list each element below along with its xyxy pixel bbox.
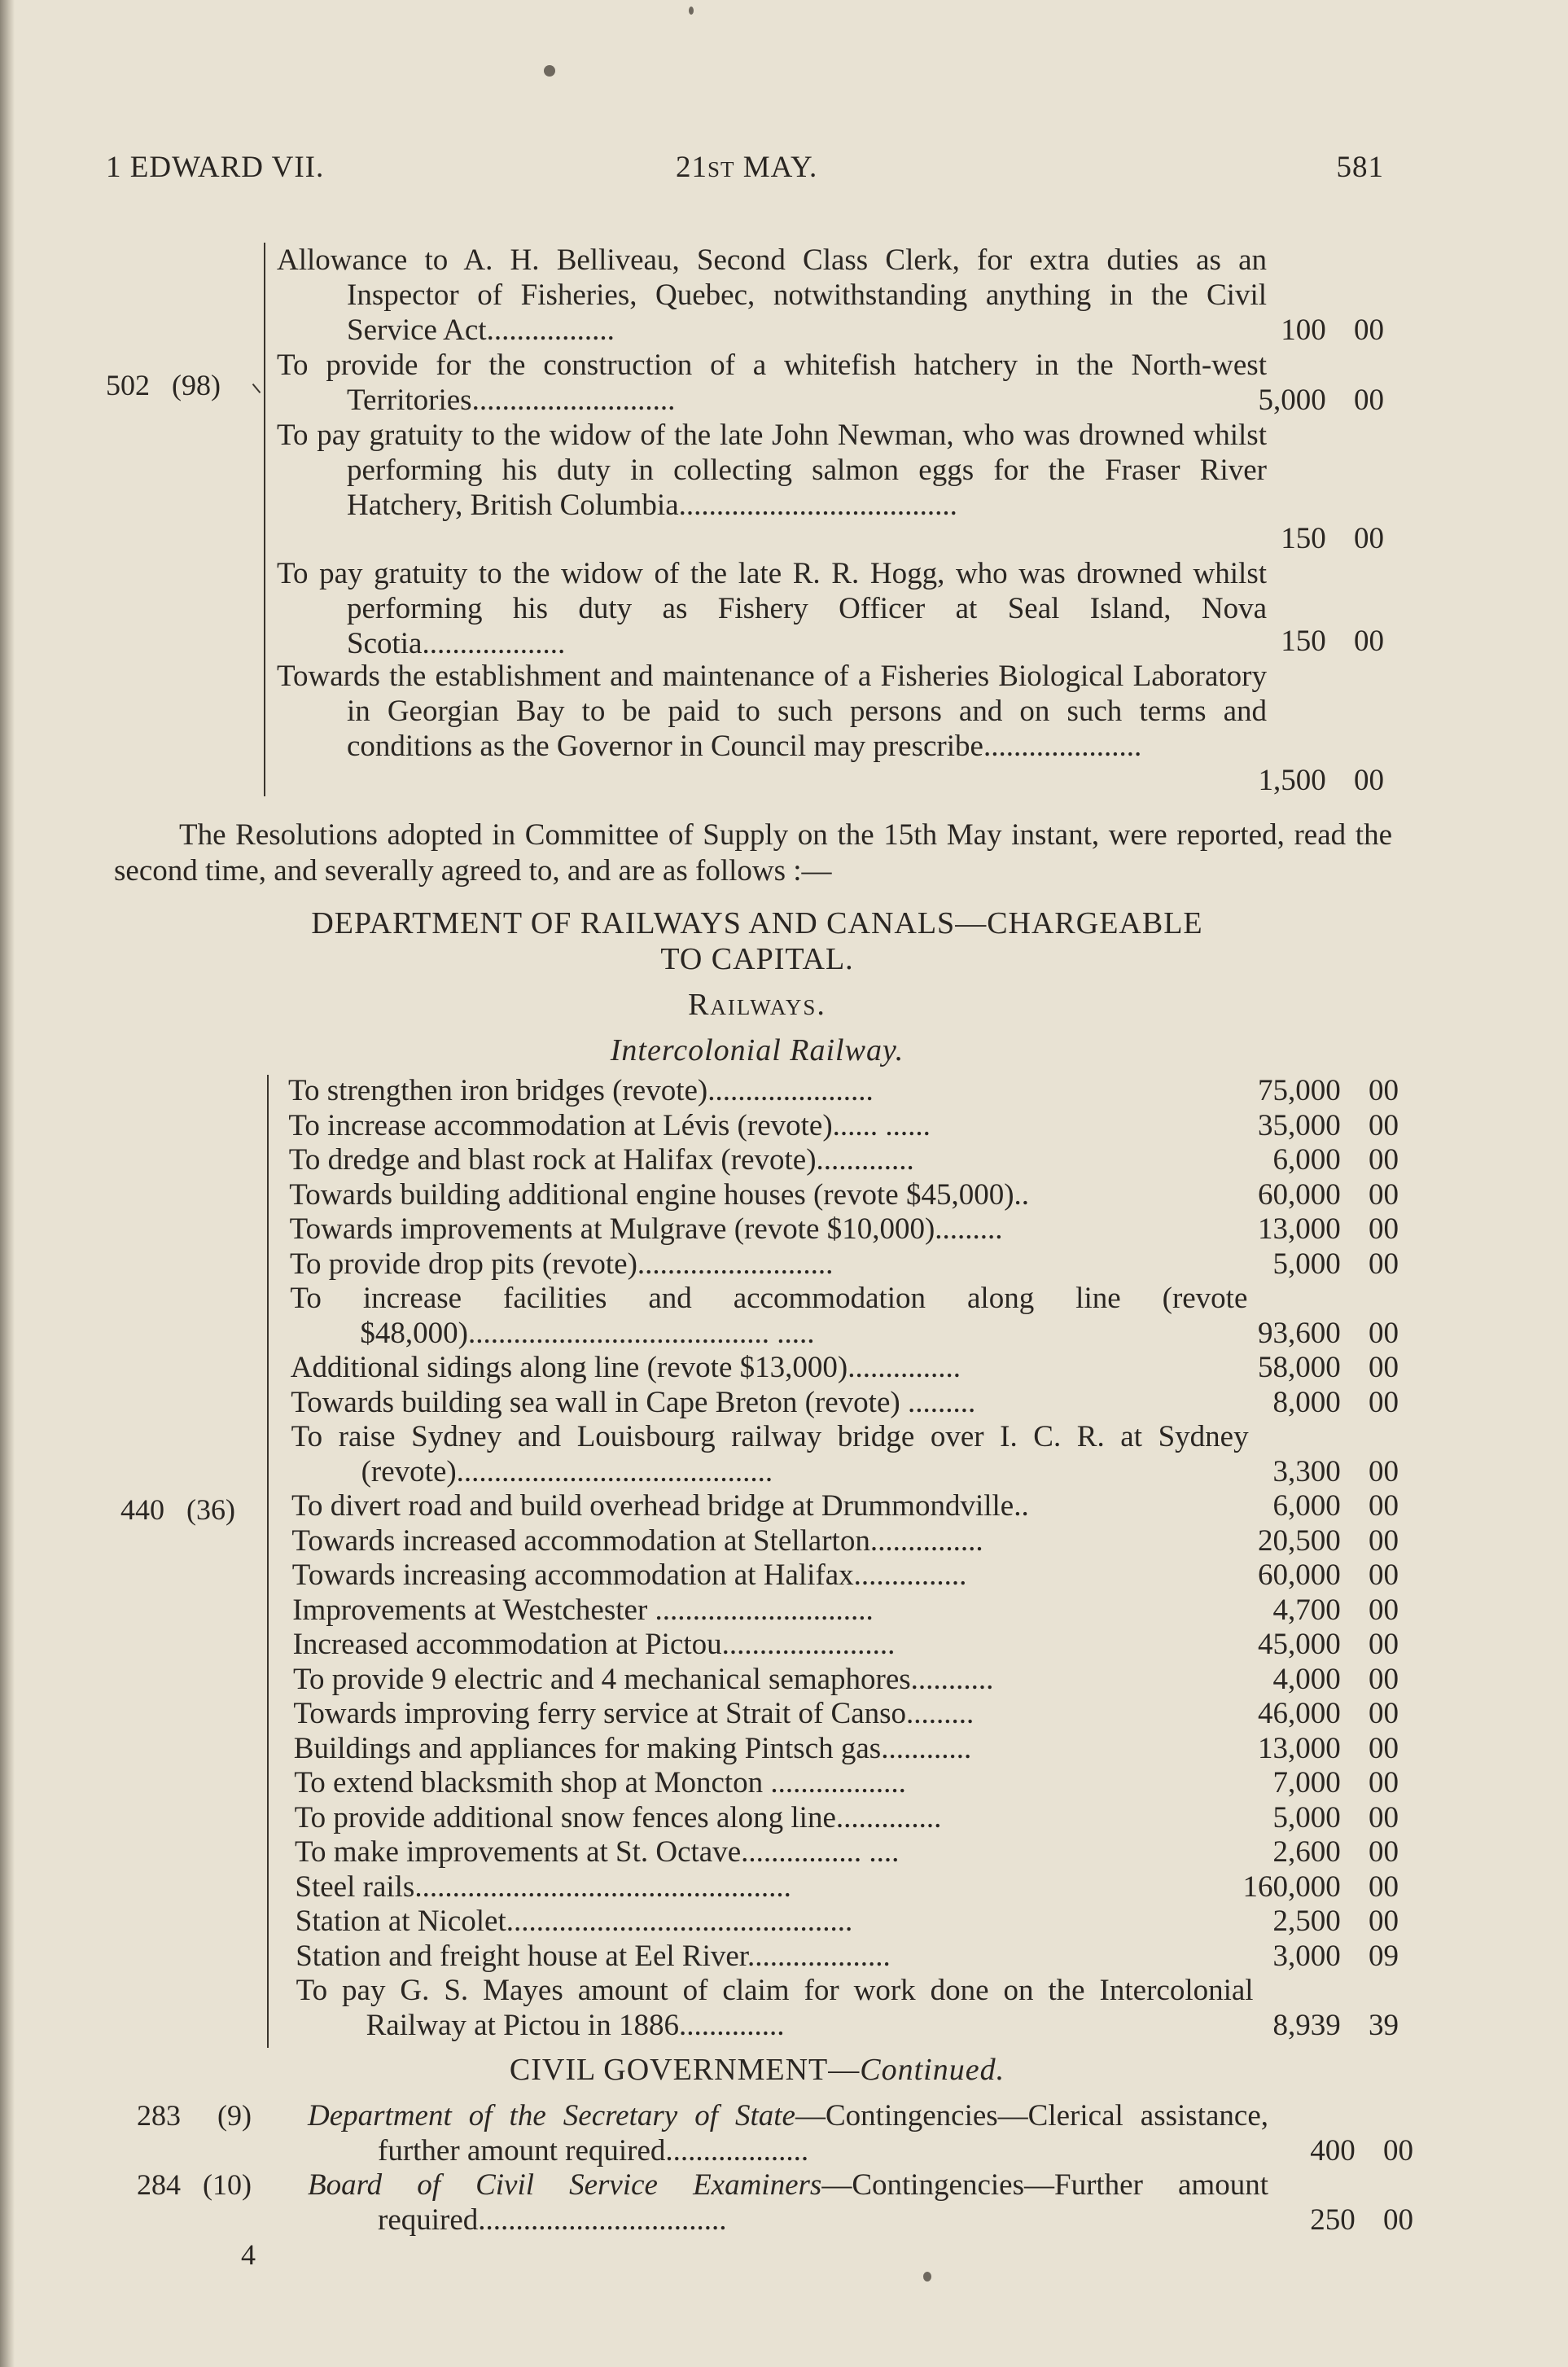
- civil-heading: [163, 2052, 1351, 2088]
- railway-amount: [1154, 1212, 1399, 1247]
- amount-cents: 00: [1369, 1697, 1399, 1730]
- subsection-heading: Intercolonial Railway.: [610, 1033, 904, 1067]
- railway-item: To extend blacksmith shop at Moncton ..................: [294, 1766, 906, 1799]
- amount-dollars: 150: [1281, 625, 1326, 658]
- railway-item: To dredge and blast rock at Halifax (revote).............: [288, 1143, 914, 1177]
- vote-number-main: 283: [137, 2099, 181, 2132]
- page-binding-edge: [0, 0, 15, 2367]
- department-heading: [163, 905, 1351, 977]
- amount-dollars: 250: [1310, 2203, 1356, 2237]
- railway-item: Improvements at Westchester .............................: [292, 1593, 874, 1627]
- vote-number: [137, 2168, 252, 2203]
- railway-amount: [1154, 1454, 1399, 1489]
- railway-item: Station and freight house at Eel River...................: [296, 1939, 891, 1973]
- running-head-date: 21ST MAY.: [676, 151, 818, 184]
- railway-amount: [1154, 1108, 1399, 1143]
- amount-cents: 00: [1369, 1628, 1399, 1661]
- railway-amount: [1154, 1765, 1399, 1800]
- fisheries-item: To provide for the construction of a whitefish hatchery in the North-west Territories...........................: [277, 348, 1267, 417]
- amount-dollars: 5,000: [1272, 1247, 1341, 1281]
- vote-number: [137, 2098, 252, 2133]
- amount-dollars: 45,000: [1258, 1628, 1341, 1661]
- vote-number-main: 502: [106, 369, 150, 401]
- railway-item: To pay G. S. Mayes amount of claim for work done on the Intercolonial Railway at Pictou in 1886..............: [296, 1974, 1254, 2042]
- amount-dollars: 75,000: [1258, 1074, 1341, 1107]
- railway-item: Towards improvements at Mulgrave (revote $10,000).........: [289, 1212, 1003, 1246]
- amount-cents: 00: [1354, 625, 1384, 658]
- railway-amount: [1154, 1904, 1399, 1939]
- railway-item: To increase accommodation at Lévis (revote)...... ......: [288, 1108, 931, 1142]
- railway-amount: [1154, 1834, 1399, 1869]
- civil-heading-continued: Continued.: [860, 2053, 1005, 2087]
- amount-cents: 00: [1369, 1143, 1399, 1177]
- amount-dollars: 13,000: [1258, 1731, 1341, 1765]
- ink-speck: [689, 7, 694, 15]
- amount-dollars: 93,600: [1258, 1316, 1341, 1350]
- fisheries-item: To pay gratuity to the widow of the late R. R. Hogg, who was drowned whilst performing his duty as Fishery Officer at Seal Island, Nova Scotia...................: [277, 557, 1267, 660]
- railway-item: Buildings and appliances for making Pintsch gas............: [293, 1731, 972, 1765]
- amount-cents: 00: [1369, 1731, 1399, 1765]
- amount-dollars: 100: [1281, 313, 1326, 347]
- vote-number-sub: (98): [172, 369, 221, 401]
- department-heading-line2: TO CAPITAL.: [660, 942, 854, 976]
- amount-dollars: 60,000: [1258, 1558, 1341, 1592]
- amount-dollars: 8,939: [1272, 2008, 1341, 2042]
- fisheries-item: To pay gratuity to the widow of the late John Newman, who was drowned whilst performing his duty in collecting salmon eggs for the Fraser River Hatchery, British Columbia.....................................: [277, 419, 1267, 522]
- railway-amount: [1154, 1142, 1399, 1177]
- amount-cents: 00: [1383, 2134, 1413, 2168]
- amount-dollars: 160,000: [1242, 1869, 1341, 1904]
- resolution-paragraph: [114, 817, 1392, 889]
- railway-amount: [1154, 1385, 1399, 1420]
- vote-number-main: 440: [120, 1493, 164, 1526]
- railway-item: To make improvements at St. Octave................ ....: [295, 1835, 900, 1869]
- amount-dollars: 3,300: [1272, 1454, 1341, 1488]
- running-head-left: 1 EDWARD VII.: [106, 151, 325, 184]
- civil-item: [308, 2168, 1268, 2238]
- amount-dollars: 20,500: [1258, 1523, 1341, 1558]
- railway-amount: [1154, 1073, 1399, 1108]
- railway-amount: [1154, 2008, 1399, 2043]
- brace-tip: [252, 384, 261, 393]
- ink-speck: [923, 2272, 931, 2282]
- railway-amount: [1154, 1662, 1399, 1697]
- railway-item: To increase facilities and accommodation along line (revote $48,000)........................................ .....: [290, 1282, 1248, 1350]
- amount-dollars: 4,000: [1272, 1662, 1341, 1696]
- amount-cents: 00: [1369, 1766, 1399, 1799]
- amount-dollars: 4,700: [1272, 1593, 1341, 1627]
- amount-dollars: 6,000: [1272, 1489, 1341, 1523]
- amount-cents: 00: [1369, 1074, 1399, 1107]
- department-heading-line1: DEPARTMENT OF RAILWAYS AND CANALS—CHARGEABLE: [311, 906, 1203, 940]
- railway-item: To strengthen iron bridges (revote)......................: [288, 1074, 874, 1107]
- railway-item: Towards building additional engine houses (revote $45,000)..: [289, 1177, 1030, 1212]
- amount-dollars: 150: [1281, 522, 1326, 555]
- amount-cents: 00: [1369, 1316, 1399, 1350]
- railway-amount: [1154, 1627, 1399, 1662]
- amount-cents: 00: [1354, 384, 1384, 417]
- signature-mark: 4: [241, 2238, 256, 2271]
- civil-item-department: Board of Civil Service Examiners: [308, 2168, 822, 2202]
- vote-number-main: 284: [137, 2168, 181, 2201]
- amount-cents: 00: [1369, 1835, 1399, 1869]
- railway-amount: [1154, 1939, 1399, 1974]
- amount-cents: 00: [1354, 764, 1384, 797]
- railway-amount: [1154, 1869, 1399, 1905]
- amount-cents: 00: [1354, 522, 1384, 555]
- railway-item: To raise Sydney and Louisbourg railway bridge over I. C. R. at Sydney (revote)..........................................: [291, 1420, 1249, 1488]
- railway-amount: [1154, 1593, 1399, 1628]
- page-number: 581: [1336, 151, 1384, 184]
- amount-cents: 00: [1369, 1869, 1399, 1904]
- amount-dollars: 2,600: [1272, 1835, 1341, 1869]
- railway-item: Towards increasing accommodation at Halifax...............: [291, 1558, 967, 1592]
- civil-heading-main: CIVIL GOVERNMENT—: [509, 2053, 861, 2087]
- amount-dollars: 60,000: [1258, 1177, 1341, 1212]
- amount-dollars: 35,000: [1258, 1108, 1341, 1142]
- railway-amount: [1154, 1523, 1399, 1558]
- vote-number-sub: (36): [186, 1493, 235, 1526]
- railway-item: To provide drop pits (revote)..........................: [290, 1247, 834, 1281]
- fisheries-amount: [1140, 383, 1384, 418]
- amount-dollars: 58,000: [1258, 1351, 1341, 1384]
- amount-dollars: 13,000: [1258, 1212, 1341, 1246]
- brace: [264, 243, 265, 796]
- amount-cents: 00: [1369, 1489, 1399, 1523]
- railway-item: Increased accommodation at Pictou.......................: [292, 1628, 896, 1661]
- civil-item-text: —Contingencies—Clerical assistance, further amount required...................: [378, 2099, 1268, 2168]
- railway-amount: [1154, 1731, 1399, 1766]
- vote-number-sub: (9): [217, 2099, 252, 2132]
- railway-amount: [1154, 1350, 1399, 1385]
- amount-cents: 00: [1369, 1558, 1399, 1592]
- vote-number: [120, 1493, 235, 1528]
- amount-dollars: 6,000: [1272, 1143, 1341, 1177]
- amount-dollars: 5,000: [1272, 1800, 1341, 1834]
- amount-cents: 00: [1369, 1523, 1399, 1558]
- amount-cents: 09: [1369, 1939, 1399, 1973]
- amount-cents: 00: [1369, 1108, 1399, 1142]
- fisheries-amount: [1140, 624, 1384, 659]
- railway-amount: [1154, 1558, 1399, 1593]
- amount-dollars: 400: [1310, 2134, 1356, 2168]
- railway-amount: [1154, 1316, 1399, 1351]
- railway-item: Towards improving ferry service at Strait of Canso.........: [293, 1697, 975, 1730]
- amount-cents: 00: [1369, 1593, 1399, 1627]
- vote-number: [106, 368, 221, 403]
- fisheries-item: Allowance to A. H. Belliveau, Second Class Clerk, for extra duties as an Inspector of Fisheries, Quebec, notwithstanding anything in the Civil Service Act.................: [277, 243, 1267, 347]
- railway-item: Station at Nicolet..............................................: [295, 1905, 853, 1938]
- amount-dollars: 1,500: [1258, 764, 1326, 797]
- civil-item-department: Department of the Secretary of State: [308, 2099, 795, 2132]
- railway-amount: [1154, 1488, 1399, 1523]
- amount-cents: 00: [1369, 1385, 1399, 1419]
- amount-dollars: 46,000: [1258, 1697, 1341, 1730]
- running-head: [106, 150, 1384, 191]
- railway-item: Towards increased accommodation at Stellarton...............: [291, 1523, 983, 1558]
- ink-speck: [544, 65, 555, 77]
- railway-amount: [1154, 1696, 1399, 1731]
- railway-amount: [1154, 1177, 1399, 1212]
- railway-item: To divert road and build overhead bridge at Drummondville..: [291, 1489, 1029, 1523]
- section-heading: Railways.: [688, 988, 826, 1022]
- amount-cents: 00: [1369, 1662, 1399, 1696]
- railway-item: Towards building sea wall in Cape Breton (revote) .........: [291, 1385, 976, 1419]
- amount-dollars: 3,000: [1272, 1939, 1341, 1973]
- amount-dollars: 7,000: [1272, 1766, 1341, 1799]
- amount-cents: 39: [1369, 2008, 1399, 2042]
- railway-amount: [1154, 1247, 1399, 1282]
- amount-cents: 00: [1369, 1177, 1399, 1212]
- railway-item: To provide 9 electric and 4 mechanical semaphores...........: [293, 1662, 994, 1696]
- amount-dollars: 5,000: [1258, 384, 1326, 417]
- resolution-text: The Resolutions adopted in Committee of Supply on the 15th May instant, were reported, read the second time, and severally agreed to, and are as follows :—: [114, 818, 1392, 888]
- amount-dollars: 8,000: [1272, 1385, 1341, 1419]
- railway-item: To provide additional snow fences along line..............: [294, 1800, 942, 1834]
- fisheries-amount: [1140, 763, 1384, 798]
- amount-cents: 00: [1369, 1800, 1399, 1834]
- civil-item: [308, 2098, 1268, 2168]
- civil-amount: [1169, 2133, 1413, 2168]
- amount-cents: 00: [1383, 2203, 1413, 2237]
- amount-dollars: 2,500: [1272, 1905, 1341, 1938]
- amount-cents: 00: [1369, 1212, 1399, 1246]
- railway-amount: [1154, 1800, 1399, 1835]
- fisheries-amount: [1140, 313, 1384, 348]
- fisheries-amount: [1140, 521, 1384, 556]
- amount-cents: 00: [1369, 1454, 1399, 1488]
- railway-item: Steel rails..................................................: [295, 1869, 791, 1904]
- fisheries-item: Towards the establishment and maintenance of a Fisheries Biological Laboratory in Georgian Bay to be paid to such persons and on such terms and conditions as the Governor in Council may prescribe.....................: [277, 660, 1267, 763]
- amount-cents: 00: [1369, 1247, 1399, 1281]
- amount-cents: 00: [1354, 313, 1384, 347]
- amount-cents: 00: [1369, 1905, 1399, 1938]
- amount-cents: 00: [1369, 1351, 1399, 1384]
- civil-amount: [1169, 2203, 1413, 2238]
- brace: [267, 1075, 269, 2048]
- civil-item-text: —Contingencies—Further amount required.................................: [378, 2168, 1268, 2237]
- railway-item: Additional sidings along line (revote $13,000)...............: [290, 1351, 961, 1384]
- vote-number-sub: (10): [203, 2168, 252, 2201]
